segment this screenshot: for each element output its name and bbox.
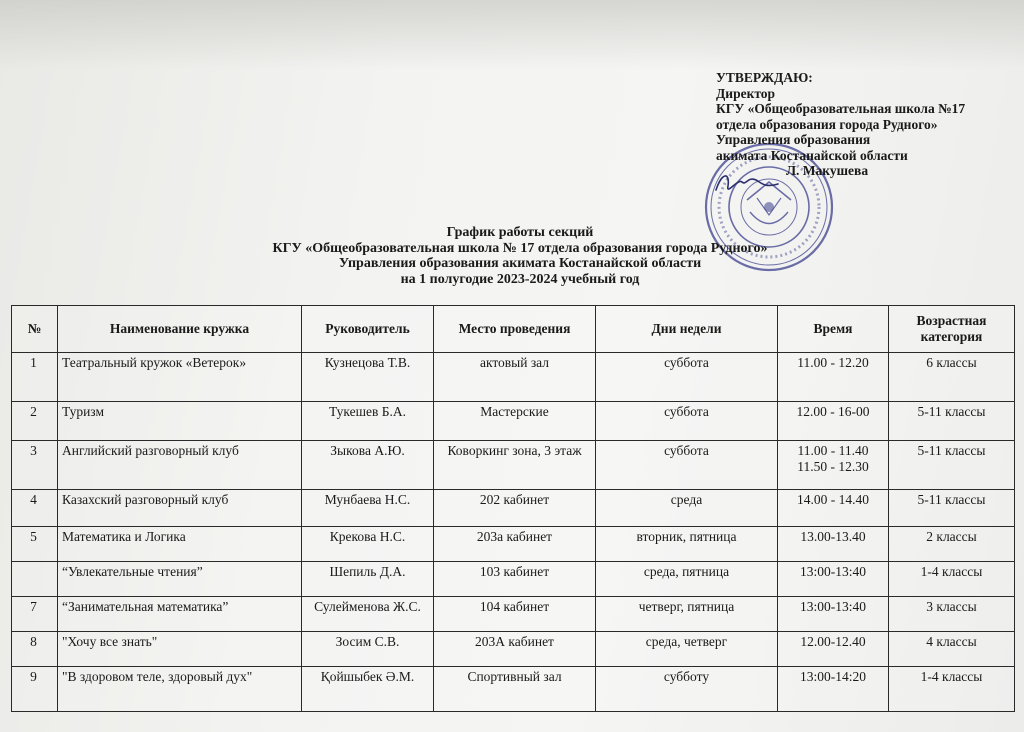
table-row bbox=[12, 632, 1015, 667]
cell-days: среда, четверг bbox=[596, 632, 778, 667]
cell-number: 9 bbox=[12, 667, 58, 712]
table-row bbox=[12, 527, 1015, 562]
header-leader: Руководитель bbox=[302, 306, 434, 353]
table-row bbox=[12, 490, 1015, 527]
cell-number: 8 bbox=[12, 632, 58, 667]
time-slot: 12.00 - 16-00 bbox=[796, 404, 870, 419]
cell-leader: Зыкова А.Ю. bbox=[302, 441, 434, 490]
cell-club-name: Туризм bbox=[58, 402, 302, 441]
cell-days: суббота bbox=[596, 353, 778, 402]
cell-club-name: Театральный кружок «Ветерок» bbox=[58, 353, 302, 402]
heading-line: Управления образования акимата Костанайской области bbox=[338, 256, 702, 271]
table-row bbox=[12, 562, 1015, 597]
time-slot: 13:00-13:40 bbox=[800, 564, 866, 579]
cell-time bbox=[778, 441, 889, 490]
time-slot: 11.50 - 12.30 bbox=[797, 459, 869, 474]
cell-age: 3 классы bbox=[889, 597, 1015, 632]
cell-place: Мастерские bbox=[434, 402, 596, 441]
cell-age: 5-11 классы bbox=[889, 441, 1015, 490]
cell-leader: Кузнецова Т.В. bbox=[302, 353, 434, 402]
cell-time bbox=[778, 667, 889, 712]
approval-line: КГУ «Общеобразовательная школа №17 bbox=[716, 101, 966, 116]
paper-shadow bbox=[0, 0, 1024, 70]
cell-leader: Тукешев Б.А. bbox=[302, 402, 434, 441]
header-place: Место проведения bbox=[434, 306, 596, 353]
schedule-table bbox=[11, 305, 1015, 712]
table-header-row bbox=[12, 306, 1015, 353]
table-row bbox=[12, 597, 1015, 632]
cell-time bbox=[778, 527, 889, 562]
cell-club-name: Математика и Логика bbox=[58, 527, 302, 562]
cell-age: 1-4 классы bbox=[889, 562, 1015, 597]
header-club-name: Наименование кружка bbox=[58, 306, 302, 353]
cell-number: 5 bbox=[12, 527, 58, 562]
cell-time bbox=[778, 562, 889, 597]
cell-leader: Сулейменова Ж.С. bbox=[302, 597, 434, 632]
approval-line: отдела образования города Рудного» bbox=[716, 116, 938, 132]
cell-leader: Қойшыбек Ә.М. bbox=[302, 667, 434, 712]
header-days: Дни недели bbox=[596, 306, 778, 353]
cell-place: 103 кабинет bbox=[434, 562, 596, 597]
cell-leader: Зосим С.В. bbox=[302, 632, 434, 667]
cell-age: 5-11 классы bbox=[889, 490, 1015, 527]
approval-line: акимата Костанайской области bbox=[716, 147, 908, 163]
table-row bbox=[12, 353, 1015, 402]
table-row bbox=[12, 402, 1015, 441]
time-slot: 14.00 - 14.40 bbox=[797, 492, 869, 507]
table-row bbox=[12, 667, 1015, 712]
approval-line: УТВЕРЖДАЮ: bbox=[716, 70, 813, 85]
cell-age: 5-11 классы bbox=[889, 402, 1015, 441]
cell-place: Коворкинг зона, 3 этаж bbox=[434, 441, 596, 490]
cell-age: 4 классы bbox=[889, 632, 1015, 667]
cell-leader: Шепиль Д.А. bbox=[302, 562, 434, 597]
cell-place: 202 кабинет bbox=[434, 490, 596, 527]
cell-number: 3 bbox=[12, 441, 58, 490]
table-row bbox=[12, 441, 1015, 490]
cell-days: четверг, пятница bbox=[596, 597, 778, 632]
heading-line: КГУ «Общеобразовательная школа № 17 отдела образования города Рудного» bbox=[272, 240, 768, 256]
cell-age: 6 классы bbox=[889, 353, 1015, 402]
cell-club-name: "В здоровом теле, здоровый дух" bbox=[58, 667, 302, 712]
cell-days: суббота bbox=[596, 441, 778, 490]
cell-time bbox=[778, 490, 889, 527]
cell-place: актовый зал bbox=[434, 353, 596, 402]
cell-number: 4 bbox=[12, 490, 58, 527]
cell-club-name: Английский разговорный клуб bbox=[58, 441, 302, 490]
cell-place: 203А кабинет bbox=[434, 632, 596, 667]
heading-line: на 1 полугодие 2023-2024 учебный год bbox=[400, 271, 640, 287]
cell-leader: Мунбаева Н.С. bbox=[302, 490, 434, 527]
header-time: Время bbox=[778, 306, 889, 353]
cell-number bbox=[12, 562, 58, 597]
cell-time bbox=[778, 632, 889, 667]
cell-time bbox=[778, 597, 889, 632]
approval-line: Управления образования bbox=[716, 132, 871, 147]
header-age: Возрастная категория bbox=[889, 306, 1015, 353]
time-slot: 11.00 - 12.20 bbox=[797, 355, 869, 370]
cell-days: вторник, пятница bbox=[596, 527, 778, 562]
approval-line: Директор bbox=[716, 85, 776, 101]
cell-leader: Крекова Н.С. bbox=[302, 527, 434, 562]
cell-time bbox=[778, 402, 889, 441]
header-number: № bbox=[12, 306, 58, 353]
cell-club-name: "Хочу все знать" bbox=[58, 632, 302, 667]
cell-days: субботу bbox=[596, 667, 778, 712]
cell-place: 104 кабинет bbox=[434, 597, 596, 632]
cell-days: среда, пятница bbox=[596, 562, 778, 597]
time-slot: 12.00-12.40 bbox=[800, 634, 866, 649]
cell-number: 1 bbox=[12, 353, 58, 402]
time-slot: 13:00-14:20 bbox=[800, 669, 866, 684]
document-heading bbox=[200, 225, 840, 287]
approval-signatory: Л. Макушева bbox=[786, 163, 869, 178]
heading-title: График работы секций bbox=[446, 225, 594, 240]
cell-club-name: “Занимательная математика” bbox=[58, 597, 302, 632]
approval-block bbox=[716, 70, 1016, 179]
cell-number: 7 bbox=[12, 597, 58, 632]
cell-place: 203а кабинет bbox=[434, 527, 596, 562]
cell-days: среда bbox=[596, 490, 778, 527]
cell-time bbox=[778, 353, 889, 402]
cell-club-name: Казахский разговорный клуб bbox=[58, 490, 302, 527]
time-slot: 11.00 - 11.40 bbox=[797, 443, 869, 458]
cell-age: 2 классы bbox=[889, 527, 1015, 562]
cell-club-name: “Увлекательные чтения” bbox=[58, 562, 302, 597]
cell-place: Спортивный зал bbox=[434, 667, 596, 712]
time-slot: 13:00-13:40 bbox=[800, 599, 866, 614]
time-slot: 13.00-13.40 bbox=[800, 529, 866, 544]
cell-days: суббота bbox=[596, 402, 778, 441]
cell-number: 2 bbox=[12, 402, 58, 441]
cell-age: 1-4 классы bbox=[889, 667, 1015, 712]
